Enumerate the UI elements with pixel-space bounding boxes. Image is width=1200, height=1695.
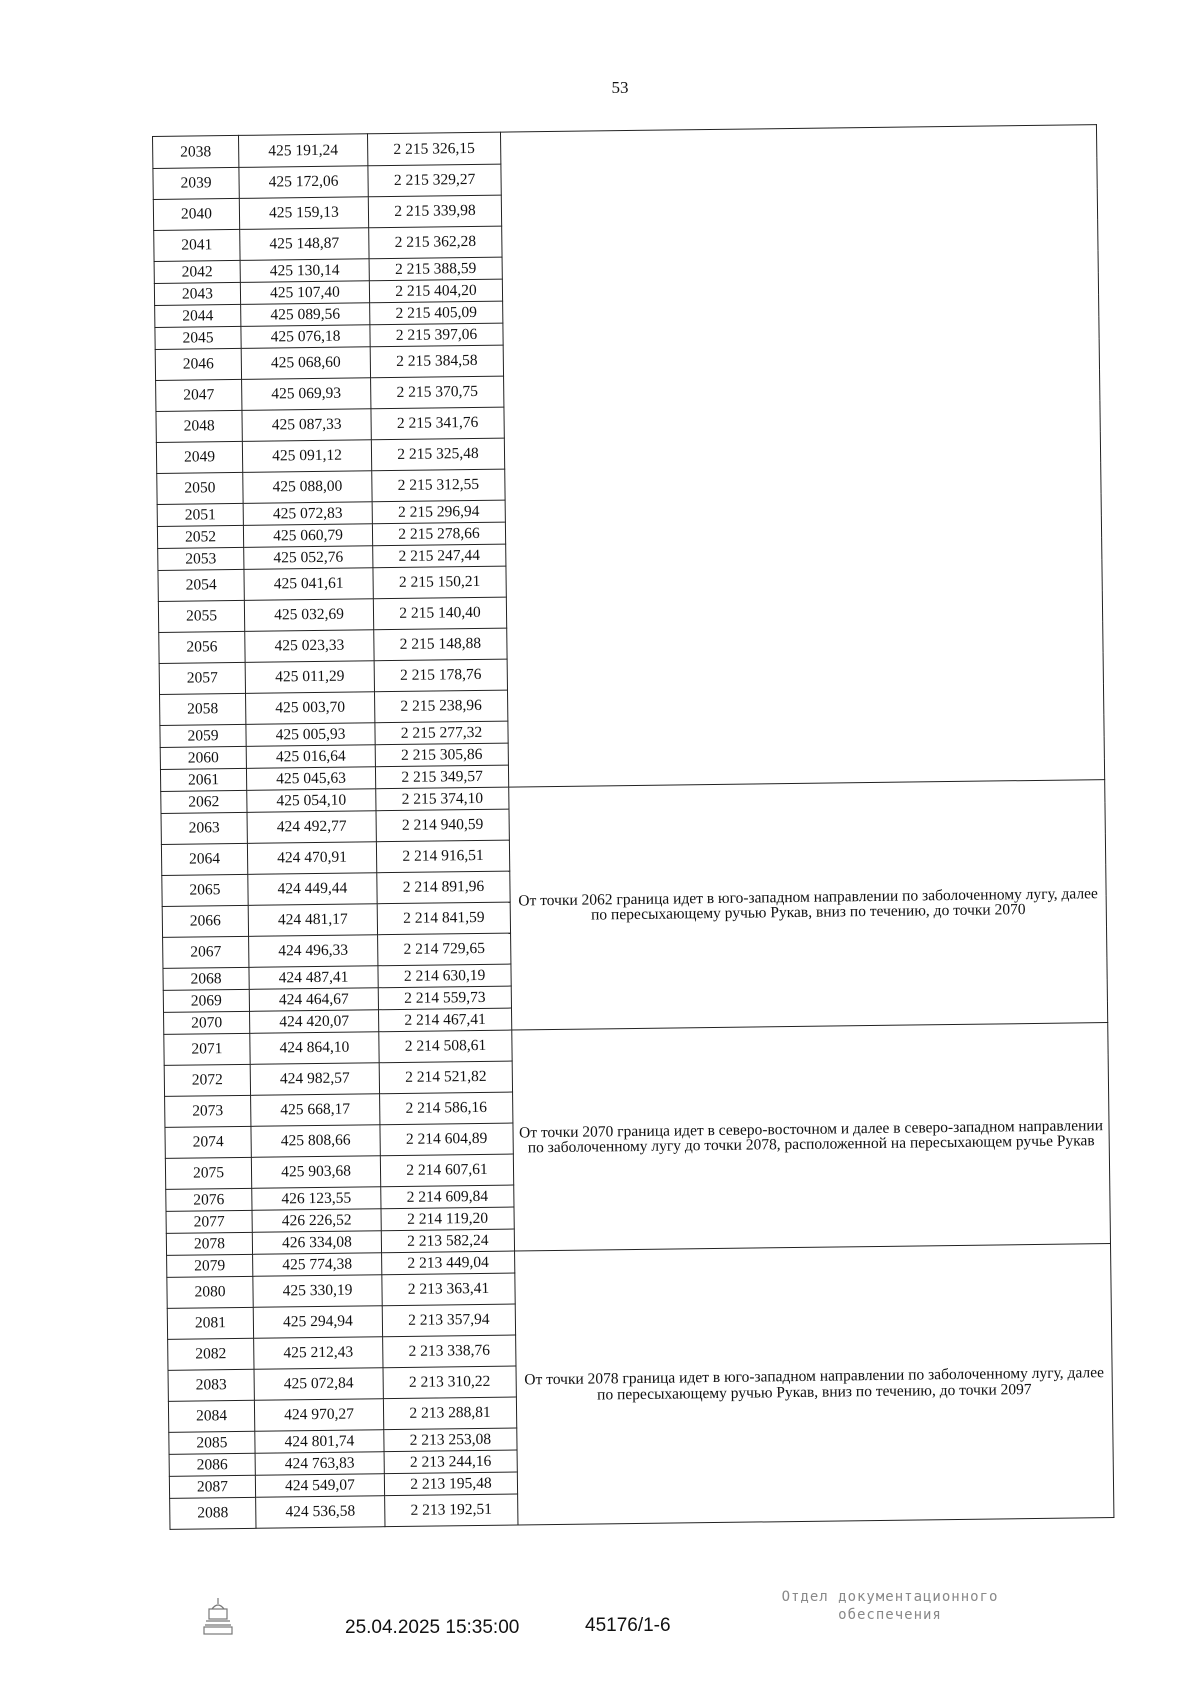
y-coordinate-cell: 2 215 362,28 <box>369 226 502 259</box>
point-number-cell: 2041 <box>154 229 240 261</box>
y-coordinate-cell: 2 215 277,32 <box>375 721 508 745</box>
x-coordinate-cell: 425 003,70 <box>246 692 375 725</box>
y-coordinate-cell: 2 214 119,20 <box>381 1207 514 1231</box>
y-coordinate-cell: 2 215 384,58 <box>370 345 503 378</box>
y-coordinate-cell: 2 214 940,59 <box>376 809 509 842</box>
x-coordinate-cell: 425 091,12 <box>242 440 371 473</box>
point-number-cell: 2052 <box>157 525 243 548</box>
x-coordinate-cell: 425 088,00 <box>243 471 372 504</box>
point-number-cell: 2069 <box>163 989 249 1012</box>
point-number-cell: 2049 <box>156 441 242 473</box>
point-number-cell: 2079 <box>167 1254 253 1277</box>
y-coordinate-cell: 2 214 508,61 <box>379 1030 512 1063</box>
y-coordinate-cell: 2 213 582,24 <box>381 1229 514 1253</box>
y-coordinate-cell: 2 213 357,94 <box>382 1304 515 1337</box>
point-number-cell: 2086 <box>169 1453 255 1476</box>
x-coordinate-cell: 426 226,52 <box>252 1209 381 1233</box>
x-coordinate-cell: 425 023,33 <box>245 630 374 663</box>
boundary-description-cell: От точки 2062 граница идет в юго-западном направлении по заболоченному лугу, далее по пересыхающему ручью Рукав, вниз по течению, до точки 2070 <box>509 780 1108 1030</box>
x-coordinate-cell: 425 808,66 <box>251 1125 380 1158</box>
x-coordinate-cell: 425 903,68 <box>251 1156 380 1189</box>
point-number-cell: 2056 <box>159 631 245 663</box>
point-number-cell: 2072 <box>164 1064 250 1096</box>
y-coordinate-cell: 2 215 148,88 <box>374 628 507 661</box>
point-number-cell: 2040 <box>153 198 239 230</box>
footer-document-number: 45176/1-6 <box>585 1615 671 1636</box>
boundary-description-cell <box>500 125 1104 787</box>
y-coordinate-cell: 2 214 729,65 <box>378 933 511 966</box>
y-coordinate-cell: 2 213 310,22 <box>383 1366 516 1399</box>
y-coordinate-cell: 2 214 467,41 <box>378 1008 511 1032</box>
y-coordinate-cell: 2 214 586,16 <box>380 1092 513 1125</box>
y-coordinate-cell: 2 213 244,16 <box>384 1450 517 1474</box>
x-coordinate-cell: 425 045,63 <box>246 767 375 791</box>
point-number-cell: 2051 <box>157 503 243 526</box>
point-number-cell: 2044 <box>155 304 241 327</box>
x-coordinate-cell: 424 496,33 <box>249 935 378 968</box>
y-coordinate-cell: 2 213 192,51 <box>385 1494 518 1527</box>
x-coordinate-cell: 425 107,40 <box>240 281 369 305</box>
point-number-cell: 2075 <box>165 1157 251 1189</box>
y-coordinate-cell: 2 215 325,48 <box>371 438 504 471</box>
y-coordinate-cell: 2 215 178,76 <box>374 659 507 692</box>
point-number-cell: 2082 <box>168 1338 254 1370</box>
coordinates-table-sheet <box>152 124 1115 1566</box>
point-number-cell: 2063 <box>161 812 247 844</box>
point-number-cell: 2057 <box>159 662 245 694</box>
x-coordinate-cell: 425 068,60 <box>241 347 370 380</box>
point-number-cell: 2059 <box>160 724 246 747</box>
x-coordinate-cell: 425 191,24 <box>238 134 367 168</box>
stamp-line-2: обеспечения <box>838 1606 942 1623</box>
x-coordinate-cell: 425 072,84 <box>254 1368 383 1401</box>
x-coordinate-cell: 425 041,61 <box>244 568 373 601</box>
y-coordinate-cell: 2 214 559,73 <box>378 986 511 1010</box>
y-coordinate-cell: 2 215 247,44 <box>373 544 506 568</box>
point-number-cell: 2064 <box>161 843 247 875</box>
y-coordinate-cell: 2 215 150,21 <box>373 566 506 599</box>
y-coordinate-cell: 2 215 341,76 <box>371 407 504 440</box>
boundary-description-cell: От точки 2078 граница идет в юго-западном направлении по заболоченному лугу, далее по пересыхающему ручью Рукав, вниз по течению, до точки 2097 <box>515 1244 1114 1525</box>
point-number-cell: 2043 <box>154 282 240 305</box>
x-coordinate-cell: 424 864,10 <box>250 1032 379 1065</box>
footer-datetime: 25.04.2025 15:35:00 <box>345 1617 520 1638</box>
y-coordinate-cell: 2 214 607,61 <box>380 1154 513 1187</box>
point-number-cell: 2074 <box>165 1126 251 1158</box>
x-coordinate-cell: 424 481,17 <box>248 904 377 937</box>
x-coordinate-cell: 425 076,18 <box>241 325 370 349</box>
y-coordinate-cell: 2 214 521,82 <box>379 1061 512 1094</box>
point-number-cell: 2080 <box>167 1276 253 1308</box>
point-number-cell: 2078 <box>166 1232 252 1255</box>
x-coordinate-cell: 425 148,87 <box>240 228 369 261</box>
point-number-cell: 2087 <box>169 1475 255 1498</box>
x-coordinate-cell: 425 032,69 <box>244 599 373 632</box>
point-number-cell: 2081 <box>167 1307 253 1339</box>
y-coordinate-cell: 2 213 195,48 <box>384 1472 517 1496</box>
x-coordinate-cell: 425 052,76 <box>244 546 373 570</box>
x-coordinate-cell: 425 005,93 <box>246 723 375 747</box>
point-number-cell: 2060 <box>160 746 246 769</box>
x-coordinate-cell: 425 774,38 <box>253 1253 382 1277</box>
point-number-cell: 2068 <box>163 967 249 990</box>
x-coordinate-cell: 425 212,43 <box>254 1337 383 1370</box>
point-number-cell: 2061 <box>160 768 246 791</box>
emblem-icon <box>200 1595 236 1637</box>
point-number-cell: 2042 <box>154 260 240 283</box>
point-number-cell: 2088 <box>170 1497 256 1529</box>
y-coordinate-cell: 2 215 238,96 <box>375 690 508 723</box>
x-coordinate-cell: 425 069,93 <box>242 378 371 411</box>
x-coordinate-cell: 425 330,19 <box>253 1275 382 1308</box>
x-coordinate-cell: 424 763,83 <box>255 1452 384 1476</box>
point-number-cell: 2084 <box>168 1400 254 1432</box>
x-coordinate-cell: 424 492,77 <box>247 811 376 844</box>
point-number-cell: 2071 <box>164 1033 250 1065</box>
point-number-cell: 2047 <box>156 379 242 411</box>
x-coordinate-cell: 424 420,07 <box>250 1010 379 1034</box>
point-number-cell: 2062 <box>161 790 247 813</box>
x-coordinate-cell: 425 072,83 <box>243 502 372 526</box>
y-coordinate-cell: 2 215 140,40 <box>373 597 506 630</box>
point-number-cell: 2073 <box>165 1095 251 1127</box>
point-number-cell: 2038 <box>153 135 239 168</box>
stamp-line-1: Отдел документационного <box>781 1589 999 1605</box>
point-number-cell: 2083 <box>168 1369 254 1401</box>
y-coordinate-cell: 2 215 404,20 <box>369 279 502 303</box>
y-coordinate-cell: 2 215 296,94 <box>372 500 505 524</box>
point-number-cell: 2053 <box>158 547 244 570</box>
point-number-cell: 2077 <box>166 1210 252 1233</box>
x-coordinate-cell: 424 449,44 <box>248 873 377 906</box>
y-coordinate-cell: 2 215 278,66 <box>372 522 505 546</box>
x-coordinate-cell: 426 123,55 <box>252 1187 381 1211</box>
y-coordinate-cell: 2 213 253,08 <box>384 1428 517 1452</box>
y-coordinate-cell: 2 213 363,41 <box>382 1273 515 1306</box>
page-number: 53 <box>611 78 629 97</box>
point-number-cell: 2065 <box>162 874 248 906</box>
x-coordinate-cell: 424 970,27 <box>254 1399 383 1432</box>
y-coordinate-cell: 2 214 630,19 <box>378 964 511 988</box>
coordinates-table <box>152 124 1114 1530</box>
y-coordinate-cell: 2 214 891,96 <box>377 871 510 904</box>
x-coordinate-cell: 424 470,91 <box>247 842 376 875</box>
x-coordinate-cell: 424 487,41 <box>249 966 378 990</box>
x-coordinate-cell: 424 982,57 <box>250 1063 379 1096</box>
point-number-cell: 2067 <box>163 936 249 968</box>
x-coordinate-cell: 425 294,94 <box>253 1306 382 1339</box>
x-coordinate-cell: 424 801,74 <box>255 1430 384 1454</box>
x-coordinate-cell: 425 159,13 <box>239 197 368 230</box>
point-number-cell: 2070 <box>164 1011 250 1034</box>
point-number-cell: 2055 <box>158 600 244 632</box>
x-coordinate-cell: 426 334,08 <box>252 1231 381 1255</box>
department-stamp <box>740 1589 1040 1624</box>
boundary-description-cell: От точки 2070 граница идет в северо-восточном и далее в северо-западном направлении по заболоченному лугу до точки 2078, расположенной на пересыхающем ручье Рукав <box>512 1023 1111 1251</box>
x-coordinate-cell: 425 130,14 <box>240 259 369 283</box>
x-coordinate-cell: 425 668,17 <box>251 1094 380 1127</box>
point-number-cell: 2050 <box>157 472 243 504</box>
x-coordinate-cell: 425 089,56 <box>241 303 370 327</box>
y-coordinate-cell: 2 215 305,86 <box>375 743 508 767</box>
x-coordinate-cell: 424 536,58 <box>256 1496 385 1529</box>
point-number-cell: 2085 <box>169 1431 255 1454</box>
point-number-cell: 2048 <box>156 410 242 442</box>
y-coordinate-cell: 2 215 374,10 <box>376 787 509 811</box>
point-number-cell: 2046 <box>155 348 241 380</box>
x-coordinate-cell: 425 016,64 <box>246 745 375 769</box>
y-coordinate-cell: 2 215 312,55 <box>372 469 505 502</box>
x-coordinate-cell: 425 060,79 <box>243 524 372 548</box>
table-row <box>153 125 1097 169</box>
x-coordinate-cell: 425 011,29 <box>245 661 374 694</box>
x-coordinate-cell: 425 054,10 <box>247 789 376 813</box>
point-number-cell: 2054 <box>158 569 244 601</box>
x-coordinate-cell: 425 087,33 <box>242 409 371 442</box>
point-number-cell: 2066 <box>162 905 248 937</box>
footer <box>0 1589 1200 1675</box>
y-coordinate-cell: 2 214 916,51 <box>376 840 509 873</box>
y-coordinate-cell: 2 213 449,04 <box>382 1251 515 1275</box>
point-number-cell: 2045 <box>155 326 241 349</box>
y-coordinate-cell: 2 213 338,76 <box>383 1335 516 1368</box>
y-coordinate-cell: 2 215 349,57 <box>375 765 508 789</box>
point-number-cell: 2039 <box>153 167 239 199</box>
point-number-cell: 2058 <box>160 693 246 725</box>
x-coordinate-cell: 425 172,06 <box>239 166 368 199</box>
y-coordinate-cell: 2 213 288,81 <box>383 1397 516 1430</box>
y-coordinate-cell: 2 215 326,15 <box>367 132 500 166</box>
y-coordinate-cell: 2 215 370,75 <box>371 376 504 409</box>
point-number-cell: 2076 <box>166 1188 252 1211</box>
y-coordinate-cell: 2 215 405,09 <box>370 301 503 325</box>
y-coordinate-cell: 2 214 609,84 <box>381 1185 514 1209</box>
y-coordinate-cell: 2 214 841,59 <box>377 902 510 935</box>
y-coordinate-cell: 2 215 329,27 <box>368 164 501 197</box>
y-coordinate-cell: 2 214 604,89 <box>380 1123 513 1156</box>
x-coordinate-cell: 424 464,67 <box>249 988 378 1012</box>
coordinates-table-body <box>153 125 1114 1530</box>
y-coordinate-cell: 2 215 388,59 <box>369 257 502 281</box>
y-coordinate-cell: 2 215 339,98 <box>368 195 501 228</box>
x-coordinate-cell: 424 549,07 <box>255 1474 384 1498</box>
y-coordinate-cell: 2 215 397,06 <box>370 323 503 347</box>
